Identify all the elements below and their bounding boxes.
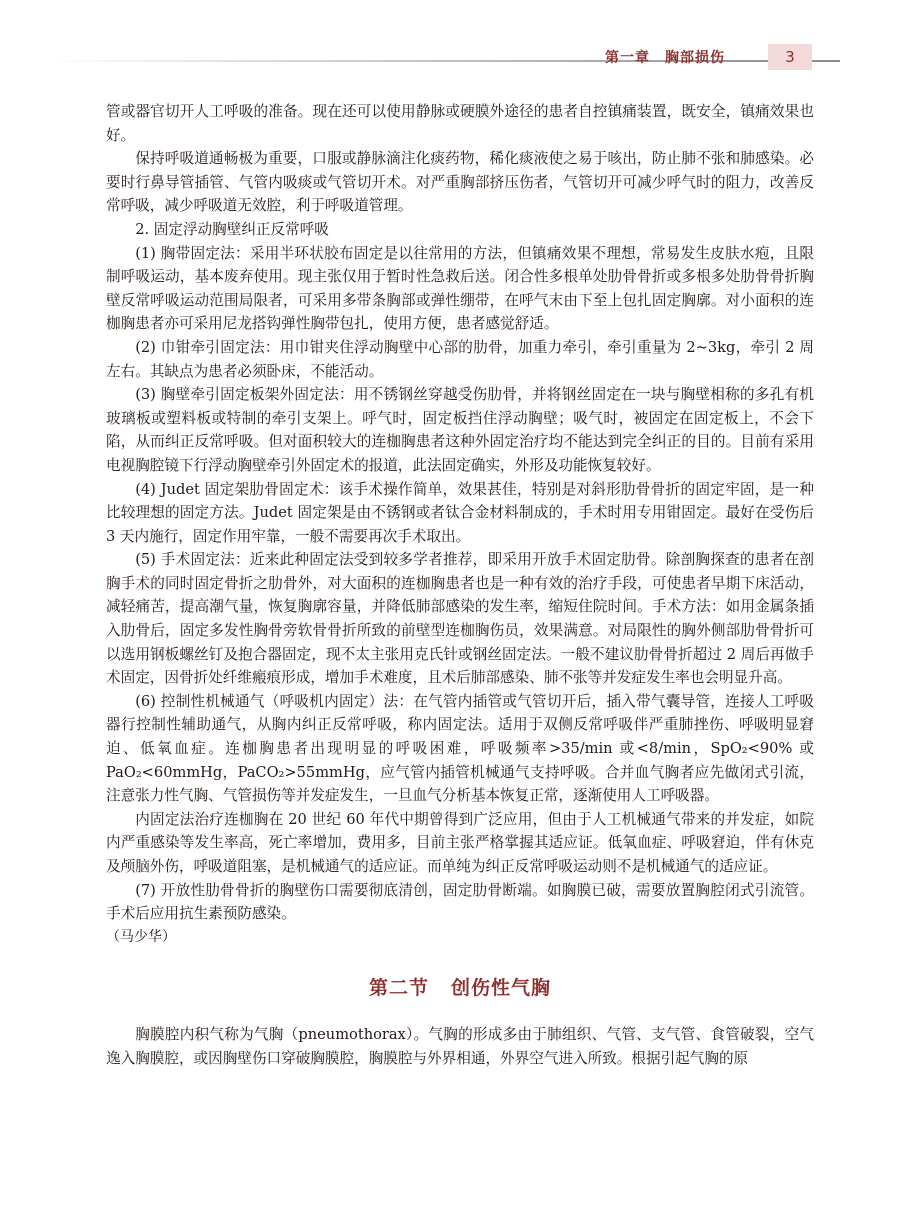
- paragraph: (3) 胸壁牵引固定板架外固定法：用不锈钢丝穿越受伤肋骨，并将钢丝固定在一块与胸壁相称的多孔有机玻璃板或塑料板或特制的牵引支架上。呼气时，固定板挡住浮动胸壁；吸气时，被固定在固定板上，不会下陷，从而纠正反常呼吸。但对面积较大的连枷胸患者这种外固定治疗均不能达到完全纠正的目的。目前有采用电视胸腔镜下行浮动胸壁牵引外固定术的报道，此法固定确实，外形及功能恢复较好。: [106, 386, 814, 474]
- author-credit: （马少华）: [106, 928, 176, 945]
- paragraph: 内固定法治疗连枷胸在 20 世纪 60 年代中期曾得到广泛应用，但由于人工机械通气带来的并发症，如院内严重感染等发生率高，死亡率增加，费用多，目前主张严格掌握其适应证。低氧血症、呼吸窘迫，伴有休克及颅脑外伤，呼吸道阻塞，是机械通气的适应证。而单纯为纠正反常呼吸运动则不是机械通气的适应证。: [106, 810, 814, 875]
- chapter-header: 第一章 胸部损伤: [605, 50, 725, 66]
- page-number: 3: [768, 44, 812, 70]
- paragraph: 保持呼吸道通畅极为重要，口服或静脉滴注化痰药物，稀化痰液使之易于咳出，防止肺不张和肺感染。必要时行鼻导管插管、气管内吸痰或气管切开术。对严重胸部挤压伤者，气管切开可减少呼气时的阻力，改善反常呼吸，减少呼吸道无效腔，利于呼吸道管理。: [106, 150, 814, 215]
- paragraph: 管或器官切开人工呼吸的准备。现在还可以使用静脉或硬膜外途径的患者自控镇痛装置，既安全，镇痛效果也好。: [106, 103, 814, 144]
- paragraph: (4) Judet 固定架肋骨固定术：该手术操作简单，效果甚佳，特别是对斜形肋骨骨折的固定牢固，是一种比较理想的固定方法。Judet 固定架是由不锈钢或者钛合金材料制成的，手术时用专用钳固定。最好在受伤后 3 天内施行，固定作用牢靠，一般不需要再次手术取出。: [106, 480, 814, 545]
- paragraph: (5) 手术固定法：近来此种固定法受到较多学者推荐，即采用开放手术固定肋骨。除剖胸探查的患者在剖胸手术的同时固定骨折之肋骨外，对大面积的连枷胸患者也是一种有效的治疗手段，可使患者早期下床活动，减轻痛苦，提高潮气量，恢复胸廓容量，并降低肺部感染的发生率，缩短住院时间。手术方法：如用金属条插入肋骨后，固定多发性胸骨旁软骨骨折所致的前壁型连枷胸伤员，效果满意。对局限性的胸外侧部肋骨骨折可以选用钢板螺丝钉及抱合器固定，现不太主张用克氏针或钢丝固定法。一般不建议肋骨骨折超过 2 周后再做手术固定，因骨折处纤维瘢痕形成，增加手术难度，且术后肺部感染、肺不张等并发症发生率也会明显升高。: [106, 551, 814, 687]
- section-title: 创伤性气胸: [451, 977, 552, 1000]
- paragraph: (7) 开放性肋骨骨折的胸壁伤口需要彻底清创，固定肋骨断端。如胸膜已破，需要放置胸腔闭式引流管。手术后应用抗生素预防感染。: [106, 881, 814, 923]
- paragraph: (1) 胸带固定法：采用半环状胶布固定是以往常用的方法，但镇痛效果不理想，常易发生皮肤水疱，且限制呼吸运动，基本废弃使用。现主张仅用于暂时性急救后送。闭合性多根单处肋骨骨折或多根多处肋骨骨折胸壁反常呼吸运动范围局限者，可采用多带条胸部或弹性绷带，在呼气末由下至上包扎固定胸廓。对小面积的连枷胸患者亦可采用尼龙搭钩弹性胸带包扎，使用方便，患者感觉舒适。: [106, 244, 814, 333]
- paragraph: (6) 控制性机械通气（呼吸机内固定）法：在气管内插管或气管切开后，插入带气囊导管，连接人工呼吸器行控制性辅助通气，从胸内纠正反常呼吸，称内固定法。适用于双侧反常呼吸伴严重肺挫伤、呼吸明显窘迫、低氧血症。连枷胸患者出现明显的呼吸困难，呼吸频率>35/min 或<8/min，SpO₂<90% 或 PaO₂<60mmHg，PaCO₂>55mmHg，应气管内插管机械通气支持呼吸。合并血气胸者应先做闭式引流，注意张力性气胸、气管损伤等并发症发生，一旦血气分析基本恢复正常，逐渐使用人工呼吸器。: [106, 692, 814, 805]
- paragraph: 胸膜腔内积气称为气胸（pneumothorax）。气胸的形成多由于肺组织、气管、支气管、食管破裂，空气逸入胸膜腔，或因胸壁伤口穿破胸膜腔，胸膜腔与外界相通，外界空气进入所致。根据引起气胸的原: [106, 1025, 814, 1067]
- subheading: 2. 固定浮动胸壁纠正反常呼吸: [135, 220, 329, 238]
- section-number: 第二节: [368, 977, 429, 1000]
- paragraph: (2) 巾钳牵引固定法：用巾钳夹住浮动胸壁中心部的肋骨，加重力牵引，牵引重量为 2~3kg，牵引 2 周左右。其缺点为患者必须卧床，不能活动。: [106, 338, 814, 380]
- page-body: [106, 100, 814, 1070]
- section-heading: [106, 977, 814, 1001]
